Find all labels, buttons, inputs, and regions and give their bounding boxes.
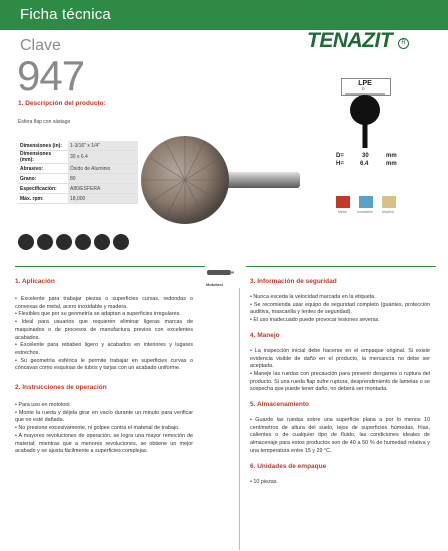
spec-row (18, 174, 138, 184)
no-entry-icon (113, 234, 129, 250)
d-unit: mm (386, 153, 397, 159)
spec-table (18, 141, 138, 204)
body-paragraph: • A mayores revoluciones de operación, se logra una mayor remoción de material; mientras que a menores revoluciones, se obtiene un mejor acabado y se ajusta fácilmente a superficies complejas. (15, 432, 193, 455)
body-paragraph: • Guarde las ruedas sobre una superficie plana a por lo menos 10 centímetros de altura del suelo, lejos de superficies húmedas, frías, calientes o de cualquier tipo de fluido, las condiciones ideales de almacenaje para estos productos son de 40 a 50 % de humedad relativa y una temperatura entre 15 y 29 °C. (250, 417, 430, 454)
body-paragraph: • Monte la rueda y déjela girar en vacío durante un minuto para verificar que no esté dañada. (15, 409, 193, 424)
h-value: 6.4 (360, 161, 369, 167)
h-symbol: H= (336, 161, 344, 167)
body-paragraph: • 10 piezas. (250, 478, 278, 485)
lpe-label: LPE (358, 80, 372, 87)
divider (246, 266, 436, 267)
section-title: 2. Instrucciones de operación (15, 384, 107, 392)
brand-logo: TENAZIT (307, 29, 393, 52)
body-paragraph: • Maneje las ruedas con precaución para prevenir desgarres o ruptura del producto. Si una rueda flap sufre ruptura, desprendimiento de lamelas o se sospecha que puede tener daño, no deberá ser montada. (250, 370, 430, 393)
body-paragraph: • No presione excesivamente, ni golpee contra el material de trabajo. (15, 425, 180, 432)
body-paragraph: • Para uso en mototool. (15, 402, 72, 409)
spec-key: Abrasivo: (18, 164, 68, 174)
body-paragraph: • Su geometría esférica le permite trabajar en superficies curvas o cóncavas como esquinas de tubos y tarjas con un acabado uniforme. (15, 357, 193, 372)
column-divider (239, 288, 240, 550)
spec-row (18, 151, 138, 164)
spec-value: A80/ESFERA (68, 184, 138, 194)
spec-key: Máx. rpm: (18, 194, 68, 204)
eye-protection-icon (18, 234, 34, 250)
d-symbol: D= (336, 153, 344, 159)
mototool-label: Mototool (206, 282, 223, 287)
clave-number: 947 (17, 52, 85, 99)
page-title: Ficha técnica (20, 6, 111, 23)
right-column (250, 278, 430, 486)
divider (15, 266, 205, 267)
section-title: 1. Aplicación (15, 278, 55, 285)
spec-key: Dimensiones (in): (18, 141, 68, 151)
section-title: 4. Manejo (250, 331, 280, 339)
section-title: 6. Unidades de empaque (250, 462, 327, 470)
body-paragraph: • Nunca exceda la velocidad marcada en la etiqueta. (250, 294, 376, 300)
clave-label: Clave (20, 37, 61, 54)
spec-key: Grano: (18, 174, 68, 184)
hearing-protection-icon (37, 234, 53, 250)
section-title: 5. Almacenamiento (250, 401, 310, 409)
metal-material-icon (336, 196, 350, 208)
material-label: Metal (338, 210, 347, 214)
material-label: Inoxidable (357, 210, 373, 214)
product-image (140, 130, 305, 230)
spec-value: 80 (68, 174, 138, 184)
registered-mark-icon: R (398, 38, 409, 49)
spec-row (18, 194, 138, 204)
spec-row (18, 141, 138, 151)
description-text: Esfera flap con vástago (18, 119, 71, 125)
section-title: 3. Información de seguridad (250, 278, 337, 285)
body-paragraph: • Excelente para rebabeo ligero y acabados en interiores y lugares estrechos. (15, 342, 193, 356)
wood-material-icon (382, 196, 396, 208)
spec-value: 18,000 (68, 194, 138, 204)
body-paragraph: • La inspección inicial debe hacerse en el empaque original. Si existe evidencia visible de daño en el producto, la mercancía no debe ser aceptada. (250, 347, 430, 370)
left-column (15, 278, 193, 456)
body-paragraph: • Se recomienda usar equipo de seguridad completo (guantes, protección auditiva, mascarilla y lentes de seguridad). (250, 301, 430, 316)
body-paragraph: • Flexibles que por su geometría se adaptan a superficies irregulares. (15, 311, 181, 318)
spec-row (18, 184, 138, 194)
description-title: 1. Descripción del producto: (18, 100, 106, 107)
d-value: 30 (362, 153, 369, 159)
gloves-icon (94, 234, 110, 250)
stainless-material-icon (359, 196, 373, 208)
spec-key: Dimensiones (mm): (18, 151, 68, 164)
dimension-diagram (340, 90, 390, 150)
h-unit: mm (386, 161, 397, 167)
spec-value: Óxido de Aluminio (68, 164, 138, 174)
spec-value: 1-3/16" x 1/4" (68, 141, 138, 151)
mototool-icon (205, 266, 235, 278)
spec-key: Especificación: (18, 184, 68, 194)
helmet-icon (75, 234, 91, 250)
spec-value: 30 x 6.4 (68, 151, 138, 164)
diameter-marker: D (362, 87, 365, 91)
body-paragraph: • El uso inadecuado puede provocar lesiones severas. (250, 317, 380, 324)
body-paragraph: • Excelente para trabajar piezas o superficies curvas, redondas o convexas de metal, acero inoxidable y madera. (15, 296, 193, 310)
body-paragraph: • Ideal para usuarios que requieren eliminar ligeras marcas de maquinados o de procesos de manufactura previos con excelentes acabados. (15, 319, 193, 341)
mask-icon (56, 234, 72, 250)
spec-row (18, 164, 138, 174)
material-label: Madera (382, 210, 394, 214)
